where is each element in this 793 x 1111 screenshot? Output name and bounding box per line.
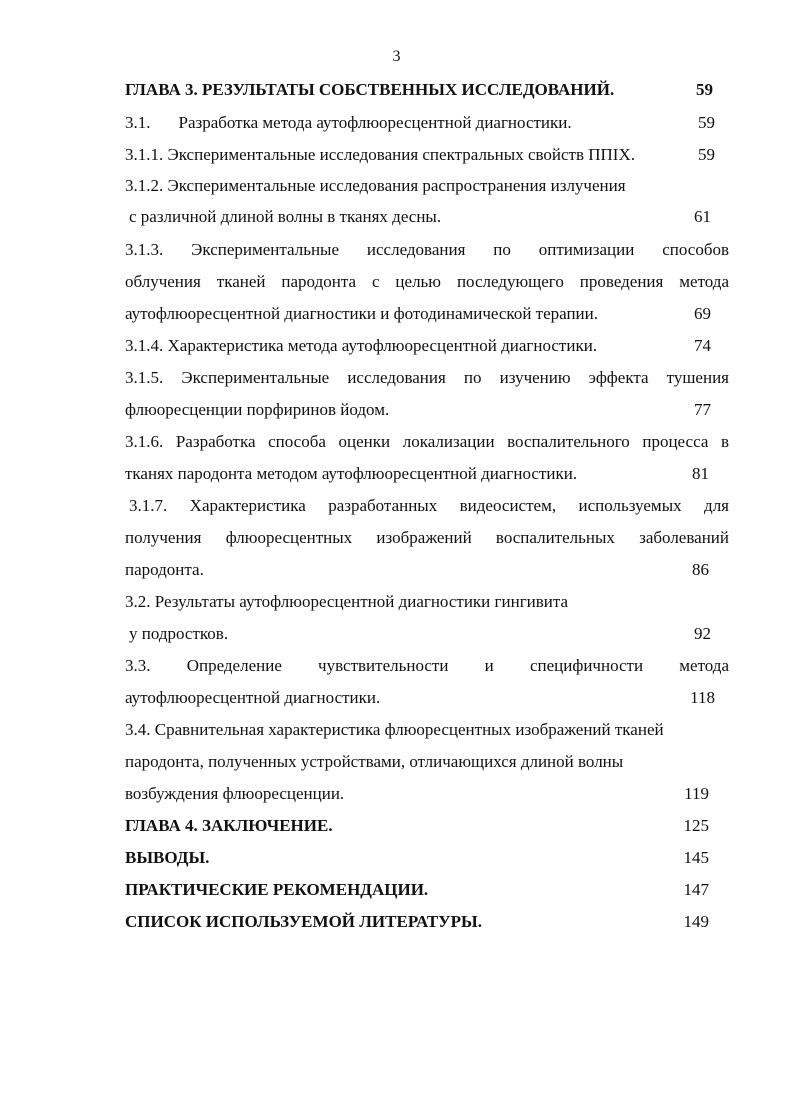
toc-chapter-4-title: ГЛАВА 4. ЗАКЛЮЧЕНИЕ. [125,816,333,835]
toc-3-1-3-line2: облучения тканей пародонта с целью последующего проведения метода [125,272,729,291]
toc-3-1-1-title: 3.1.1. Экспериментальные исследования спектральных свойств ППIX. [125,145,635,164]
toc-3-3-line1: 3.3. Определение чувствительности и специфичности метода [125,656,729,675]
toc-3-3-line2: аутофлюоресцентной диагностики. [125,688,381,707]
toc-3-2-page: 92 [694,624,711,643]
toc-3-1-page: 59 [698,113,715,132]
toc-3-1-7-line2: получения флюоресцентных изображений воспалительных заболеваний [125,528,729,547]
toc-3-1-1-page: 59 [698,145,715,164]
toc-3-1-number: 3.1. [125,113,151,132]
toc-3-1-2-page: 61 [694,207,711,226]
toc-chapter-4-page: 125 [683,816,709,835]
toc-3-1-7-line3: пародонта. [125,560,204,579]
toc-3-1-3-line3: аутофлюоресцентной диагностики и фотодинамической терапии. [125,304,599,323]
toc-chapter-3-title: ГЛАВА 3. РЕЗУЛЬТАТЫ СОБСТВЕННЫХ ИССЛЕДОВАНИЙ. [125,80,615,99]
toc-3-1-2-line2: с различной длиной волны в тканях десны. [129,207,442,226]
toc-3-4-line3: возбуждения флюоресценции. [125,784,345,803]
toc-conclusions-title: ВЫВОДЫ. [125,848,210,867]
toc-3-1-3-page: 69 [694,304,711,323]
toc-3-4-page: 119 [684,784,709,803]
toc-3-1-7-line1: 3.1.7. Характеристика разработанных видеосистем, используемых для [129,496,729,515]
toc-3-1-6-page: 81 [692,464,709,483]
toc-recommendations-page: 147 [683,880,709,899]
toc-3-1-text: Разработка метода аутофлюоресцентной диагностики. [178,113,572,132]
toc-3-4-line1: 3.4. Сравнительная характеристика флюоресцентных изображений тканей [125,720,664,739]
toc-3-1-title [125,111,729,135]
toc-3-1-5-page: 77 [694,400,711,419]
toc-3-1-7-page: 86 [692,560,709,579]
toc-recommendations-title: ПРАКТИЧЕСКИЕ РЕКОМЕНДАЦИИ. [125,880,429,899]
page-number: 3 [392,48,401,65]
toc-3-1-4-title: 3.1.4. Характеристика метода аутофлюоресцентной диагностики. [125,336,598,355]
toc-3-2-line1: 3.2. Результаты аутофлюоресцентной диагностики гингивита [125,592,569,611]
toc-3-4-line2: пародонта, полученных устройствами, отличающихся длиной волны [125,752,624,771]
toc-3-1-2-line1: 3.1.2. Экспериментальные исследования распространения излучения [125,176,626,195]
toc-3-1-5-line2: флюоресценции порфиринов йодом. [125,400,390,419]
toc-3-1-5-line1: 3.1.5. Экспериментальные исследования по изучению эффекта тушения [125,368,729,387]
toc-3-1-4-page: 74 [694,336,711,355]
toc-conclusions-page: 145 [683,848,709,867]
toc-3-1-6-line2: тканях пародонта методом аутофлюоресцентной диагностики. [125,464,578,483]
toc-chapter-3-page: 59 [696,80,713,99]
toc-3-3-page: 118 [690,688,715,707]
toc-references-title: СПИСОК ИСПОЛЬЗУЕМОЙ ЛИТЕРАТУРЫ. [125,912,482,931]
toc-3-2-line2: у подростков. [129,624,229,643]
toc-references-page: 149 [683,912,709,931]
toc-3-1-3-line1: 3.1.3. Экспериментальные исследования по оптимизации способов [125,240,729,259]
toc-3-1-6-line1: 3.1.6. Разработка способа оценки локализации воспалительного процесса в [125,432,729,451]
